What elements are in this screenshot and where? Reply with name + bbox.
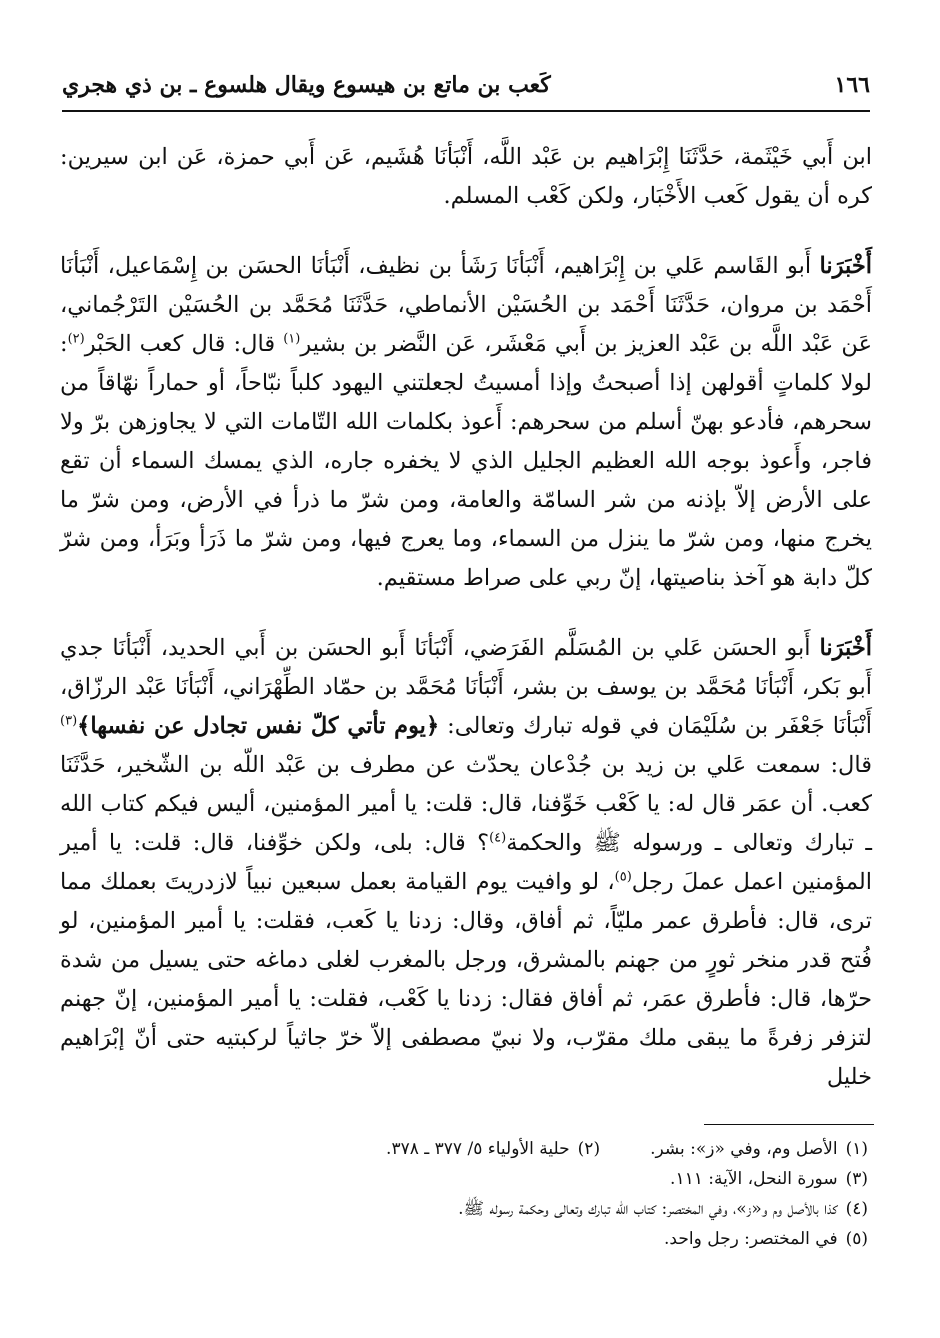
footnote — [62, 1164, 868, 1194]
paragraph-text: قال: سمعت عَلي بن زيد بن جُدْعان يحدّث عن مطرف بن عَبْد اللّه بن الشّخير، حَدَّثَنَا كعب. أن عمَر قال له: يا كَعْب خَوِّفنا، قال: قلت: يا أمير المؤمنين، أليس فيكم كتاب الله ـ تبارك وتعالى ـ ورسوله ﷺ والحكمة — [60, 752, 873, 856]
footnote-reference: (٣) — [60, 713, 78, 729]
paragraph-text: قال: قال كعب الحَبْر — [84, 331, 284, 357]
paragraph-text: : لولا كلماتٍ أقولهن إذا أصبحتُ وإذا أمسيتُ لجعلتني اليهود كلباً نبّاحاً، أو حماراً نهّاقاً من سحرهم، فأدعو بهنّ أسلم من سحرهم: أَعوذ بكلمات الله التّامات التي لا يجاوزهن برّ ولا فاجر، وأَعوذ بوجه الله العظيم الجليل الذي لا يخفره جاره، الذي يمسك السماء أن تقع على الأرض إلاّ بإذنه من شر السامّة والعامة، ومن شرّ ما ذرأ في الأرض، ومن شرّ ما يخرج منها، ومن شرّ ما ينزل من السماء، وما يعرج فيها، ومن شرّ ما ذَرَأ وبَرَأ، ومن شرّ كلّ دابة هو آخذ بناصيتها، إنّ ربي على صراط مستقيم. — [60, 331, 872, 591]
footnote-text: في المختصر: رجل واحد. — [664, 1229, 838, 1249]
body-text — [60, 138, 872, 1128]
footnote-reference: (٢) — [67, 331, 85, 347]
footnote-row — [62, 1134, 868, 1164]
paragraph-text: أَبو القَاسم عَلي بن إِبْرَاهيم، أَنْبَأنَا رَشَأ بن نظيف، أَنْبَأنَا الحسَن بن إِسْمَاعيل، أَنْبَأنَا أَحْمَد بن مروان، حَدَّثَنَا أَحْمَد بن الحُسَيْن الأنماطي، حَدَّثَنَا مُحَمَّد بن الحُسَيْن التَرْجُماني، عَن عَبْد اللَّه بن عَبْد العزيز بن أَبي مَعْشَر، عَن النَّضر بن بشير — [60, 253, 872, 357]
footnote-text: سورة النحل، الآية: ١١١. — [670, 1169, 838, 1189]
footnote-reference: (٥) — [614, 869, 632, 885]
footnote-number: (٢) — [577, 1139, 601, 1159]
footnote-divider — [704, 1124, 874, 1125]
paragraph-text: ابن أَبي خَيْثَمة، حَدَّثَنَا إِبْرَاهيم بن عَبْد اللَّه، أَنْبَأنَا هُشَيم، عَن أَبي حمزة، عَن ابن سيرين: كره أن يقول كَعب الأَخْبَار، ولكن كَعْب المسلم. — [60, 144, 872, 209]
footnotes — [62, 1134, 868, 1254]
paragraph-lead-word: أَخْبَرَنا — [819, 635, 872, 661]
footnote-number: (١) — [845, 1139, 868, 1159]
paragraph — [60, 138, 872, 216]
footnote-text: حلية الأولياء ٥/ ٣٧٧ ـ ٣٧٨. — [386, 1139, 570, 1159]
paragraph-text: ؟ قال: بلى، ولكن خوِّفنا، قال: قلت: يا أمير المؤمنين اعمل عملَ رجل — [60, 830, 872, 895]
footnote-text: الأصل وم، وفي «ز»: بشر. — [650, 1139, 838, 1159]
footnote — [386, 1134, 600, 1164]
footnote — [650, 1134, 868, 1164]
paragraph — [60, 629, 872, 1097]
page-header — [62, 60, 870, 112]
paragraph — [60, 247, 872, 598]
footnote-number: (٥) — [845, 1229, 868, 1249]
page-number: ١٦٦ — [834, 72, 870, 98]
paragraph-text: أَبو الحسَن عَلي بن المُسَلَّم الفَرَضي، أَنْبَأنَا أَبو الحسَن بن أَبي الحديد، أَنْبَأنَا جدي أَبو بَكر، أَنْبَأنَا مُحَمَّد بن يوسف بن بشر، أَنْبَأنَا مُحَمَّد بن حمّاد الطِّهْرَاني، أَنْبَأنَا عَبْد الرزّاق، أَنْبَأنَا جَعْفَر بن سُلَيْمَان في قوله تبارك وتعالى: — [60, 635, 872, 739]
running-title: كَعب بن ماتع بن هيسوع ويقال هلسوع ـ بن ذي هجري — [62, 72, 551, 98]
quran-verse: ﴿يوم تأتي كلّ نفس تجادل عن نفسها﴾ — [77, 713, 440, 739]
footnote-reference: (٤) — [489, 830, 507, 846]
footnote-number: (٣) — [845, 1169, 868, 1189]
paragraph-text: ، لو وافيت يوم القيامة بعمل سبعين نبياً لازدريتَ بعملك مما ترى، قال: فأطرق عمر مليّاً، ثم أفاق، وقال: زدنا يا كَعب، فقلت: يا أمير المؤمنين، لو فُتح قدر منخر ثورٍ من جهنم بالمشرق، ورجل بالمغرب لغلى دماغه حتى يسيل من شدة حرّها، قال: فأطرق عمَر، ثم أفاق فقال: زدنا يا كَعْب، فقلت: يا أمير المؤمنين، إنّ جهنم لتزفر زفرةً ما يبقى ملك مقرّب، ولا نبيّ مصطفى إلاّ خرّ جاثياً لركبتيه حتى أنّ إبْرَاهيم خليل — [60, 869, 872, 1090]
footnote-reference: (١) — [283, 331, 301, 347]
paragraph-lead-word: أَخْبَرَنا — [819, 253, 872, 279]
footnote-text: كذا بالأصل وم و«ز»، وفي المختصر: كتاب الله تبارك وتعالى وحكمة رسوله ﷺ. — [458, 1199, 838, 1219]
footnote — [62, 1194, 868, 1224]
footnote-number: (٤) — [845, 1199, 868, 1219]
footnote — [62, 1224, 868, 1254]
